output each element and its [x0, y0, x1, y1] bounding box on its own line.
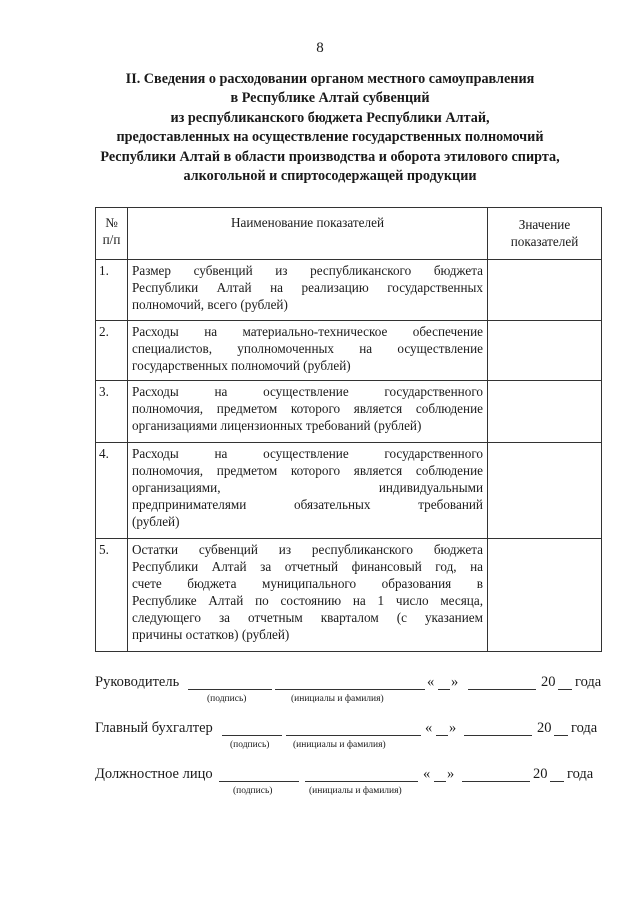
table-row — [96, 443, 602, 539]
caption-name: (инициалы и фамилия) — [291, 694, 384, 704]
row-value-cell[interactable] — [488, 381, 602, 443]
quote-close: » — [447, 766, 455, 782]
year-suffix: года — [575, 674, 602, 690]
quote-open: « — [427, 674, 435, 690]
header-indicator-value — [488, 208, 602, 260]
title-line: в Республике Алтай субвенций — [230, 90, 430, 107]
row-text-line: Расходы на осуществление государственного — [132, 384, 483, 399]
row-value-cell[interactable] — [488, 539, 602, 652]
signature-field[interactable] — [219, 781, 299, 782]
signature-label: Руководитель — [95, 674, 180, 690]
row-indicator — [128, 381, 488, 443]
row-text-line: Расходы на материально-техническое обеспечение — [132, 324, 483, 339]
row-text-line: Республики Алтай на реализацию государственных — [132, 280, 483, 295]
year-prefix: 20 — [537, 720, 552, 736]
header-number-line2: п/п — [102, 232, 121, 247]
row-text-line: специалистов, уполномоченных на осуществление — [132, 341, 483, 356]
caption-signature: (подпись) — [207, 694, 247, 704]
row-text-line: Остатки субвенций из республиканского бюджета — [132, 542, 483, 557]
row-indicator — [128, 260, 488, 321]
row-number: 5. — [96, 539, 128, 652]
header-number-line1: № — [105, 215, 118, 230]
row-value-cell[interactable] — [488, 321, 602, 381]
row-number: 2. — [96, 321, 128, 381]
year-field[interactable] — [550, 781, 564, 782]
signature-line-director — [95, 674, 605, 708]
row-value-cell[interactable] — [488, 443, 602, 539]
row-text-line: Республике Алтай по состоянию на 1 число месяца, — [132, 593, 483, 608]
row-text-line: Республики Алтай за отчетный финансовый год, на — [132, 559, 483, 574]
indicators-table — [95, 207, 602, 652]
caption-signature: (подпись) — [230, 740, 270, 750]
row-text-line: (рублей) — [132, 514, 180, 529]
row-text-line: предпринимателями обязательных требований — [132, 497, 483, 512]
signature-label: Должностное лицо — [95, 766, 213, 782]
row-value-cell[interactable] — [488, 260, 602, 321]
name-field[interactable] — [275, 689, 425, 690]
row-text-line: полномочий, всего (рублей) — [132, 297, 288, 312]
page-number: 8 — [316, 40, 324, 56]
title-line: предоставленных на осуществление государственных полномочий — [116, 129, 544, 146]
signature-line-chief-accountant — [95, 720, 605, 754]
caption-name: (инициалы и фамилия) — [309, 786, 402, 796]
row-text-line: Расходы на осуществление государственного — [132, 446, 483, 461]
row-indicator — [128, 539, 488, 652]
month-field[interactable] — [468, 689, 536, 690]
quote-close: » — [451, 674, 459, 690]
row-text-line: государственных полномочий (рублей) — [132, 358, 351, 373]
table-header-row — [96, 208, 602, 260]
table-row — [96, 260, 602, 321]
title-line: алкогольной и спиртосодержащей продукции — [183, 168, 477, 185]
row-number: 3. — [96, 381, 128, 443]
caption-signature: (подпись) — [233, 786, 273, 796]
day-field[interactable] — [436, 735, 448, 736]
year-suffix: года — [567, 766, 594, 782]
day-field[interactable] — [438, 689, 450, 690]
row-indicator — [128, 321, 488, 381]
header-value-line2: показателей — [510, 234, 579, 249]
header-indicator-name: Наименование показателей — [128, 208, 488, 260]
signature-field[interactable] — [188, 689, 272, 690]
header-value-line1: Значение — [518, 217, 571, 232]
row-number: 1. — [96, 260, 128, 321]
row-text-line: полномочия, предметом которого является соблюдение — [132, 401, 483, 416]
month-field[interactable] — [462, 781, 530, 782]
signature-line-official — [95, 766, 605, 800]
row-text-line: Размер субвенций из республиканского бюджета — [132, 263, 483, 278]
row-text-line: следующего за отчетным кварталом (с указанием — [132, 610, 483, 625]
table-row — [96, 539, 602, 652]
row-text-line: полномочия, предметом которого является соблюдение — [132, 463, 483, 478]
signature-label: Главный бухгалтер — [95, 720, 213, 736]
title-line: II. Сведения о расходовании органом местного самоуправления — [125, 71, 535, 87]
title-line: из республиканского бюджета Республики Алтай, — [170, 109, 490, 126]
header-number — [96, 208, 128, 260]
year-field[interactable] — [558, 689, 572, 690]
row-text-line: счете бюджета муниципального образования в — [132, 576, 483, 591]
table-row — [96, 381, 602, 443]
document-title — [70, 70, 590, 186]
name-field[interactable] — [305, 781, 418, 782]
title-line: Республики Алтай в области производства и оборота этилового спирта, — [100, 148, 560, 165]
year-field[interactable] — [554, 735, 568, 736]
day-field[interactable] — [434, 781, 446, 782]
table-row — [96, 321, 602, 381]
quote-open: « — [423, 766, 431, 782]
year-suffix: года — [571, 720, 598, 736]
year-prefix: 20 — [533, 766, 548, 782]
row-text-line: причины остатков) (рублей) — [132, 627, 290, 642]
row-indicator — [128, 443, 488, 539]
row-text-line: организациями, индивидуальными — [132, 480, 483, 495]
caption-name: (инициалы и фамилия) — [293, 740, 386, 750]
quote-open: « — [425, 720, 433, 736]
signature-field[interactable] — [222, 735, 282, 736]
quote-close: » — [449, 720, 457, 736]
name-field[interactable] — [286, 735, 421, 736]
year-prefix: 20 — [541, 674, 556, 690]
month-field[interactable] — [464, 735, 532, 736]
row-text-line: организациями лицензионных требований (рублей) — [132, 418, 422, 433]
row-number: 4. — [96, 443, 128, 539]
